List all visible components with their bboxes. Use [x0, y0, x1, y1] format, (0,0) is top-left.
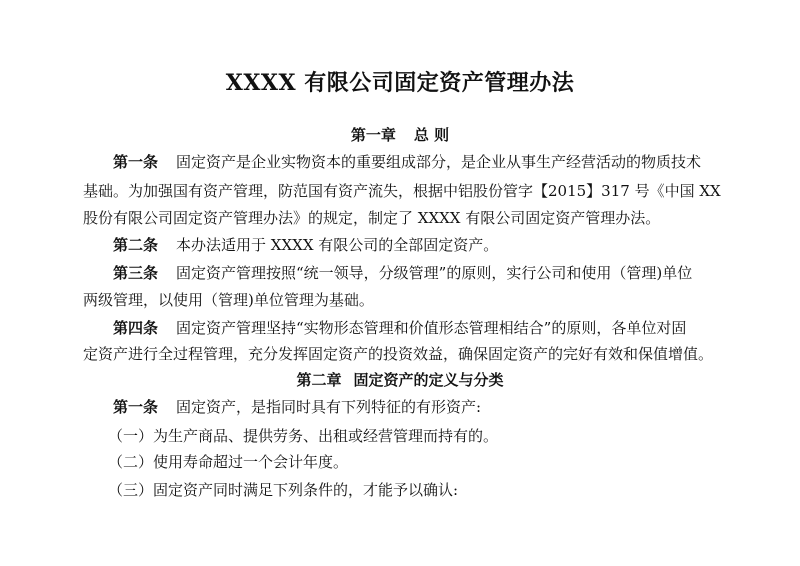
- article-text: 固定资产管理按照“统一领导，分级管理”的原则，实行公司和使用（管理)单位: [176, 264, 693, 282]
- chapter-1-article-3-line-1: [113, 263, 692, 283]
- list-item: （一）为生产商品、提供劳务、出租或经营管理而持有的。: [108, 427, 499, 445]
- chapter-1-article-4-line-1: [113, 318, 686, 338]
- article-text: 本办法适用于 XXXX 有限公司的全部固定资产。: [176, 236, 499, 254]
- chapter-2-article-1: [113, 397, 481, 417]
- article-text: 固定资产是企业实物资本的重要组成部分，是企业从事生产经营活动的物质技术: [176, 153, 702, 171]
- chapter-1-label: 第一章: [350, 126, 396, 144]
- article-text: 固定资产管理坚持“实物形态管理和价值形态管理相结合”的原则，各单位对固: [176, 319, 687, 337]
- document-title: XXXX 有限公司固定资产管理办法: [225, 70, 575, 96]
- chapter-2-name: 固定资产的定义与分类: [353, 371, 504, 389]
- article-text: 固定资产，是指同时具有下列特征的有形资产:: [176, 398, 482, 416]
- chapter-2-heading: [0, 369, 800, 390]
- chapter-1-article-3-line-2: 两级管理，以使用（管理)单位管理为基础。: [83, 291, 374, 309]
- list-item: （二）使用寿命超过一个会计年度。: [108, 453, 349, 471]
- chapter-1-article-1-line-2: 基础。为加强国有资产管理，防范国有资产流失，根据中铝股份管字【2015】317 号《中国 XX: [83, 182, 721, 200]
- article-label: 第二条: [113, 236, 159, 254]
- chapter-1-article-4-line-2: 定资产进行全过程管理，充分发挥固定资产的投资效益，确保固定资产的完好有效和保值增值。: [83, 345, 714, 363]
- article-label: 第一条: [113, 398, 159, 416]
- chapter-1-name: 总 则: [413, 126, 450, 144]
- chapter-1-article-2: [113, 235, 498, 255]
- article-label: 第三条: [113, 264, 159, 282]
- list-item: （三）固定资产同时满足下列条件的，才能予以确认:: [108, 481, 459, 499]
- chapter-2-label: 第二章: [296, 371, 342, 389]
- article-label: 第一条: [113, 153, 159, 171]
- chapter-1-article-1-line-3: 股份有限公司固定资产管理办法》的规定，制定了 XXXX 有限公司固定资产管理办法。: [83, 209, 661, 227]
- article-label: 第四条: [113, 319, 159, 337]
- chapter-1-heading: [0, 124, 800, 145]
- chapter-1-article-1-line-1: [113, 152, 701, 172]
